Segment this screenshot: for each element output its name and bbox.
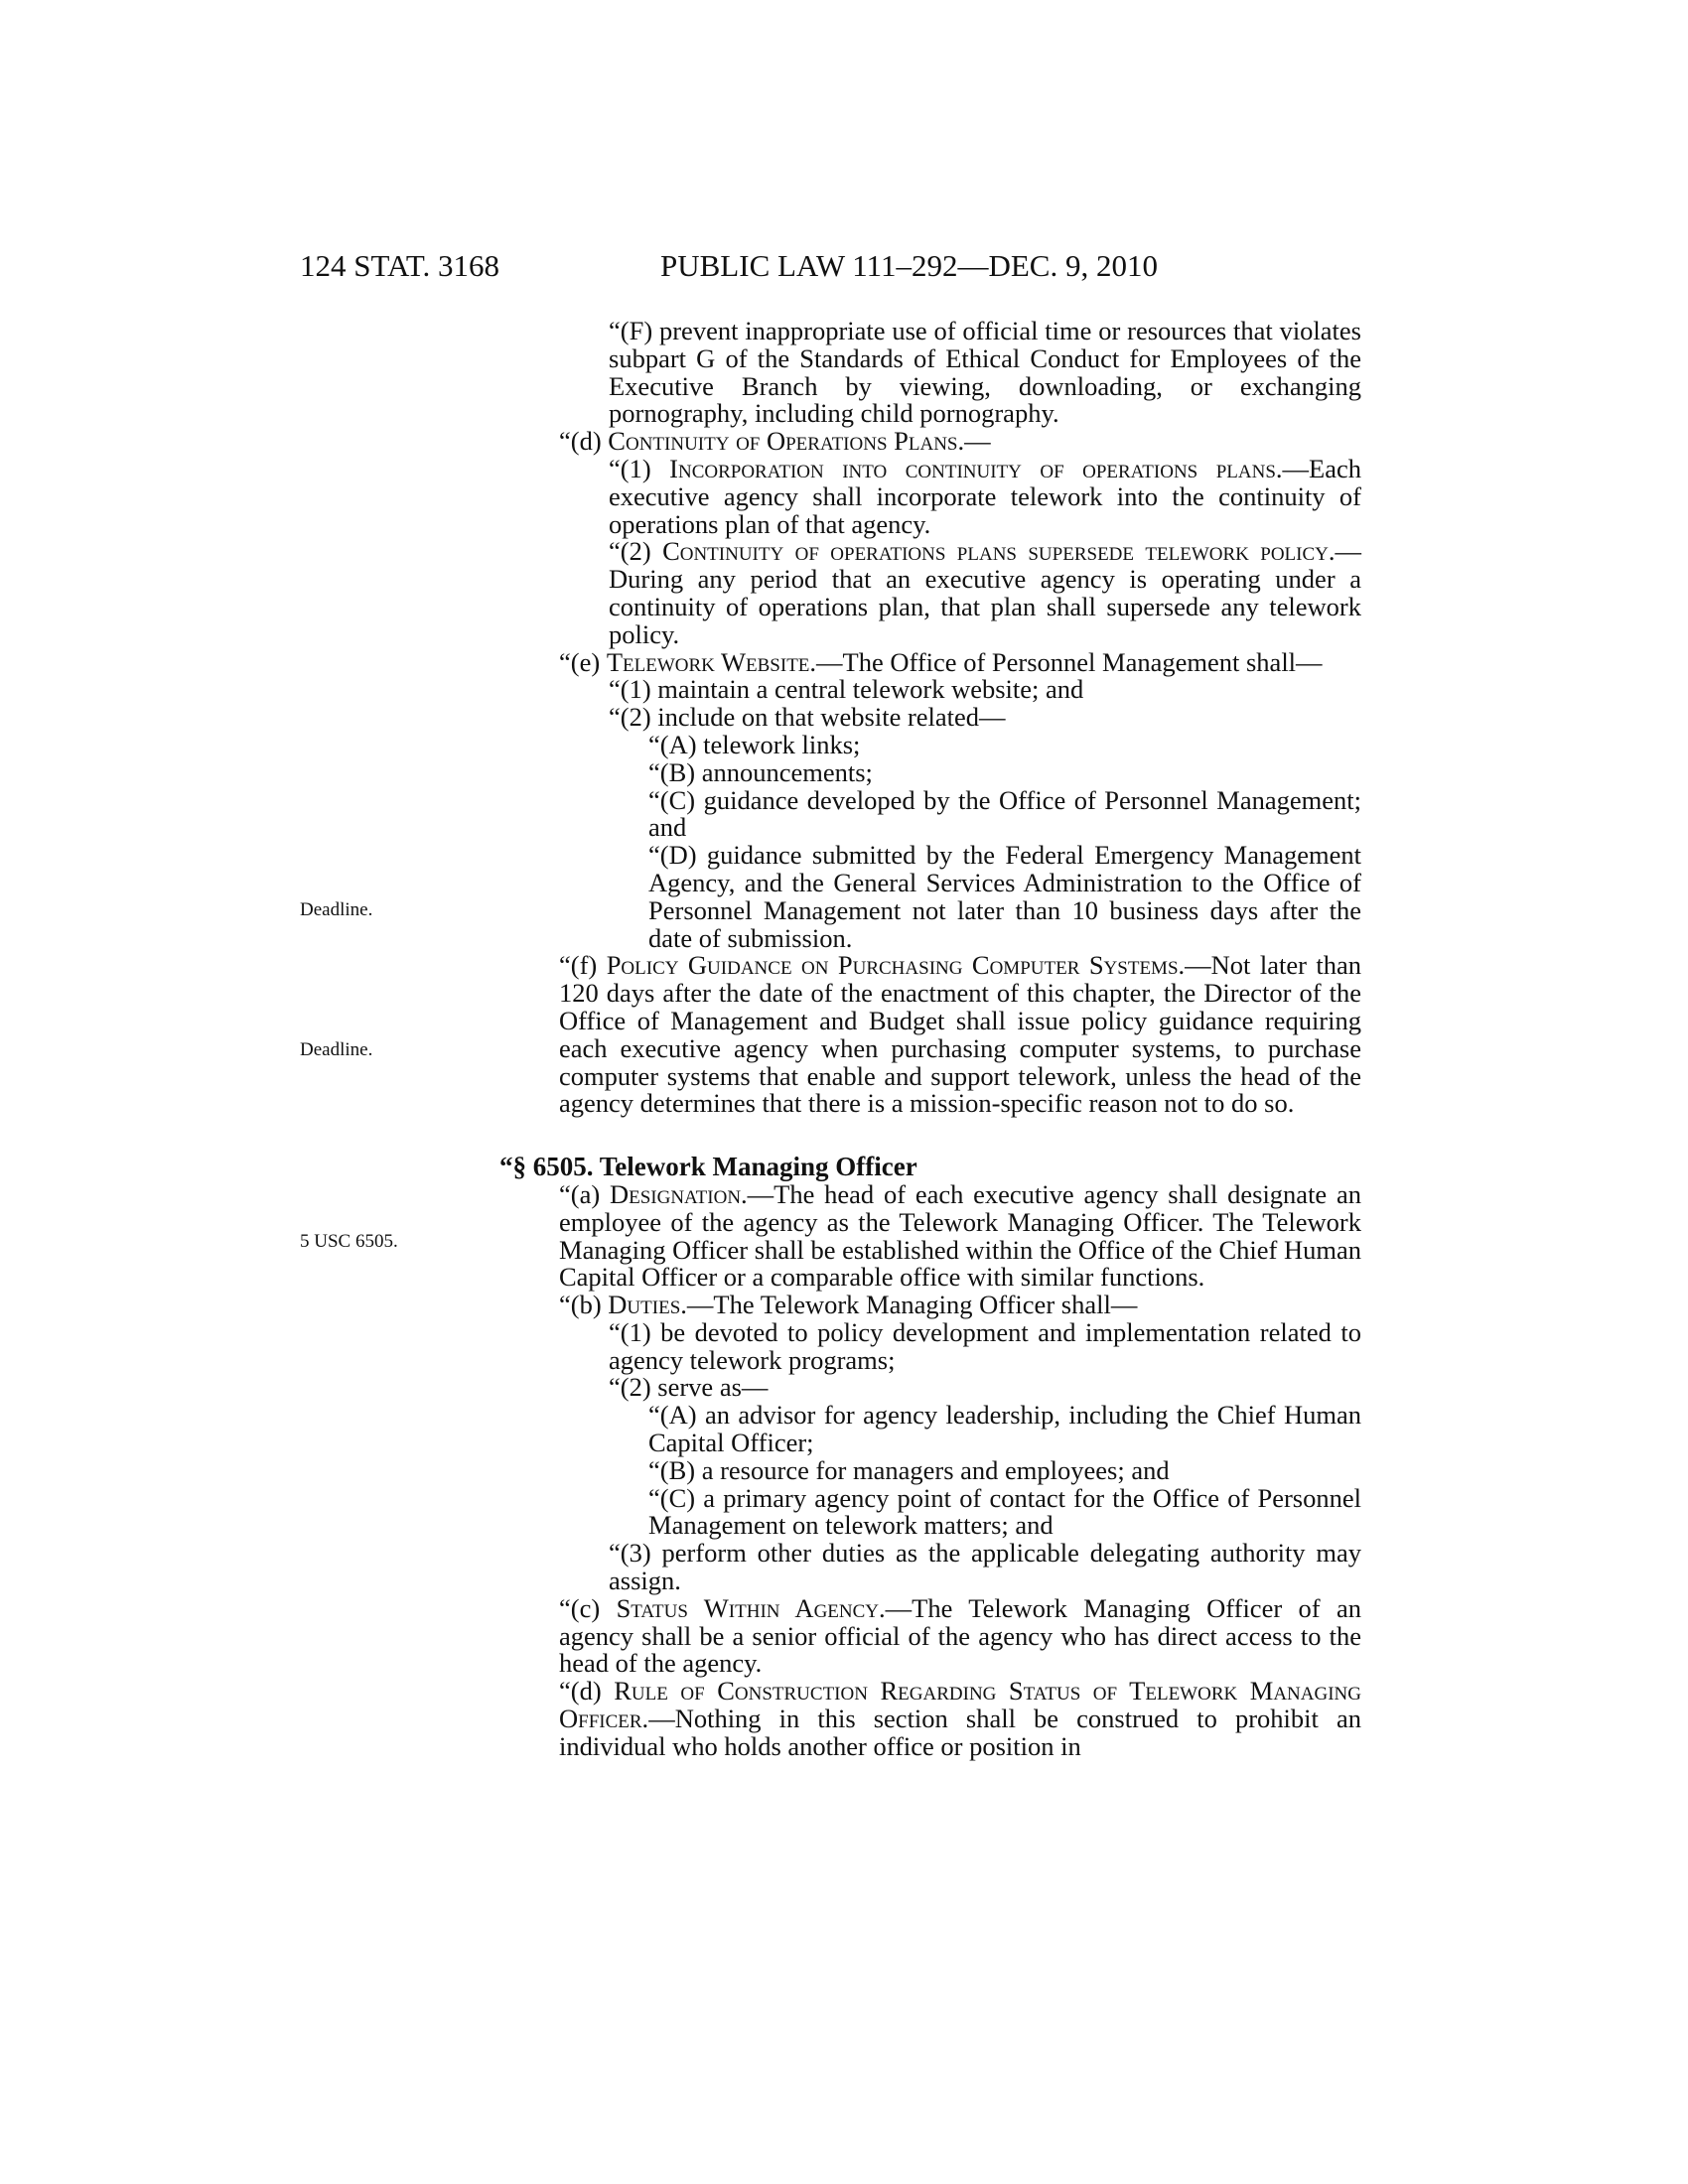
paragraph-F: “(F) prevent inappropriate use of official time or resources that violates subpart G of the Standards of Ethical Conduct for Employees of the Executive Branch by viewing, downloading, or exchanging pornography, including child pornography. — [609, 316, 1361, 429]
stat-page-number: 124 STAT. 3168 — [300, 248, 500, 283]
subsection-a: “(a) Designation.—The head of each executive agency shall designate an employee of the agency as the Telework Managing Officer. The Telework Managing Officer shall be established within the Office of the Chief Human Capital Officer or a comparable office with similar functions. — [559, 1178, 1361, 1293]
running-head: PUBLIC LAW 111–292—DEC. 9, 2010 — [660, 248, 1158, 283]
paragraph-e2: “(2) include on that website related— — [609, 702, 1006, 733]
subparagraph-bC: “(C) a primary agency point of contact for the Office of Personnel Management on telework matters; and — [648, 1482, 1361, 1541]
paragraph-d2: “(2) Continuity of operations plans supersede telework policy.—During any period that an executive agency is operating under a continuity of operations plan, that plan shall supersede any telework policy. — [609, 536, 1361, 649]
subparagraph-eB: “(B) announcements; — [648, 756, 873, 787]
margin-note-deadline: Deadline. — [300, 899, 373, 920]
subsection-e: “(e) Telework Website.—The Office of Personnel Management shall— — [559, 646, 1323, 677]
section-heading: “§ 6505. Telework Managing Officer — [499, 1152, 917, 1182]
subparagraph-bA: “(A) an advisor for agency leadership, including the Chief Human Capital Officer; — [648, 1400, 1361, 1458]
margin-note-usc: 5 USC 6505. — [300, 1231, 398, 1252]
paragraph-e1: “(1) maintain a central telework website; and — [609, 674, 1084, 705]
subparagraph-bB: “(B) a resource for managers and employees; and — [648, 1454, 1170, 1485]
paragraph-b2: “(2) serve as— — [609, 1372, 769, 1403]
margin-note-deadline: Deadline. — [300, 1039, 373, 1060]
subparagraph-eD: “(D) guidance submitted by the Federal Emergency Management Agency, and the General Services Administration to the Office of Personnel Management not later than 10 business days after the date of submission. — [648, 840, 1361, 953]
subsection-b: “(b) Duties.—The Telework Managing Officer shall— — [559, 1290, 1138, 1320]
paragraph-d1: “(1) Incorporation into continuity of operations plans.—Each executive agency shall incorporate telework into the continuity of operations plan of that agency. — [609, 453, 1361, 539]
subsection-c: “(c) Status Within Agency.—The Telework Managing Officer of an agency shall be a senior official of the agency who has direct access to the head of the agency. — [559, 1592, 1361, 1679]
paragraph-b3: “(3) perform other duties as the applicable delegating authority may assign. — [609, 1538, 1361, 1596]
subsection-f: “(f) Policy Guidance on Purchasing Computer Systems.—Not later than 120 days after the date of the enactment of this chapter, the Director of the Office of Management and Budget shall issue policy guidance requiring each executive agency when purchasing computer systems, to purchase computer systems that enable and support telework, unless the head of the agency determines that there is a mission-specific reason not to do so. — [559, 950, 1361, 1119]
paragraph-b1: “(1) be devoted to policy development and implementation related to agency telework programs; — [609, 1316, 1361, 1375]
body-text — [499, 318, 1361, 1761]
subsection-d-rule: “(d) Rule of Construction Regarding Status of Telework Managing Officer.—Nothing in this section shall be construed to prohibit an individual who holds another office or position in — [559, 1676, 1361, 1761]
subsection-d-heading: “(d) Continuity of Operations Plans.— — [559, 426, 991, 457]
subparagraph-eC: “(C) guidance developed by the Office of Personnel Management; and — [648, 784, 1361, 843]
subparagraph-eA: “(A) telework links; — [648, 729, 861, 759]
